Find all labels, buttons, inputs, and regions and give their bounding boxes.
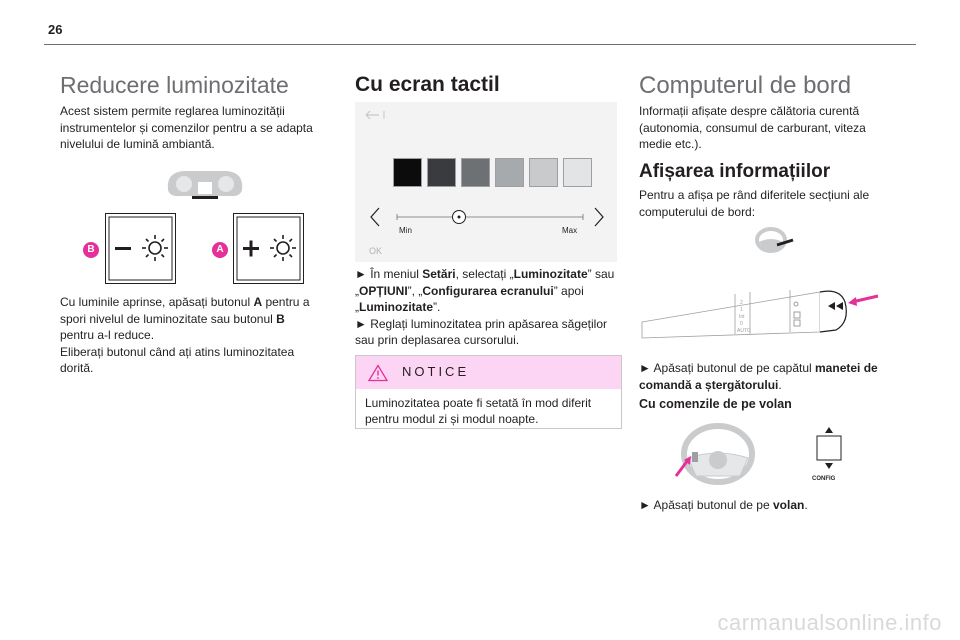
config-button [814, 426, 844, 474]
brightness-up-button [233, 213, 304, 284]
steering-wheel-icon [755, 226, 795, 256]
stalk-label: 2 [740, 300, 743, 306]
stalk-label: Int [739, 314, 745, 320]
stalk-label: 0 [740, 321, 743, 327]
touchscreen-instructions: ► În meniul Setări, selectați „Luminozitate” sau „OPȚIUNI”, „Configurarea ecranului” apoi „Luminozitate”. ► Reglați luminozitatea prin apăsarea săgeților sau prin deplasarea cursorului. [355, 267, 615, 347]
steering-controls-heading: Cu comenzile de pe volan [639, 397, 792, 411]
wiper-instructions: ► Apăsați butonul de pe capătul manetei de comandă a ștergătorului. [639, 361, 878, 392]
notice-header [356, 356, 621, 389]
warning-icon [368, 364, 388, 382]
instrument-cluster-icon [162, 166, 248, 200]
brightness-swatches [393, 158, 592, 187]
notice-text: Luminozitatea poate fi setată în mod diferit pentru modul zi și modul noapte. [365, 396, 592, 426]
back-arrow-icon [363, 108, 387, 122]
notice-box [355, 355, 622, 429]
swatch [393, 158, 422, 187]
section-title-touchscreen: Cu ecran tactil [355, 73, 500, 96]
section-title-trip-computer: Computerul de bord [639, 72, 852, 99]
swatch [529, 158, 558, 187]
display-intro: Pentru a afișa pe rând diferitele secțiuni ale computerului de bord: [639, 188, 870, 219]
notice-title: NOTICE [402, 364, 470, 379]
slider-min-label: Min [399, 226, 412, 235]
swatch [563, 158, 592, 187]
swatch [495, 158, 524, 187]
brightness-intro: Acest sistem permite reglarea luminozității instrumentelor și comenzilor pentru a se adapta nivelului de lumină ambiantă. [60, 104, 313, 151]
steering-instructions: ► Apăsați butonul de pe volan. [639, 498, 808, 512]
stalk-label: 1 [740, 307, 743, 313]
brightness-instructions: Cu luminile aprinse, apăsați butonul A pentru a spori nivelul de luminozitate sau butonul B pentru a-l reduce. Eliberați butonul când ați atins luminozitatea dorită. [60, 295, 310, 375]
stalk-label: AUTO [737, 328, 751, 334]
swatch [427, 158, 456, 187]
swatch [461, 158, 490, 187]
ok-button-label: OK [369, 246, 383, 256]
slider-max-label: Max [562, 226, 578, 235]
trip-computer-intro: Informații afișate despre călătoria curentă (autonomia, consumul de carburant, viteza medie etc.). [639, 104, 866, 151]
badge-a: A [212, 242, 228, 258]
brightness-slider [395, 207, 585, 227]
badge-b: B [83, 242, 99, 258]
subsection-title-display: Afișarea informațiilor [639, 161, 831, 182]
watermark: carmanualsonline.info [717, 610, 942, 635]
chevron-right-icon [593, 206, 605, 228]
touchscreen-illustration [355, 102, 617, 262]
section-title-brightness: Reducere luminozitate [60, 72, 289, 98]
wiper-stalk-illustration [640, 282, 885, 344]
page-number: 26 [48, 22, 63, 37]
steering-wheel-controls-illustration [672, 420, 756, 486]
chevron-left-icon [369, 206, 381, 228]
brightness-down-button [105, 213, 176, 284]
config-label: CONFIG [812, 476, 836, 482]
header-rule [44, 44, 916, 45]
